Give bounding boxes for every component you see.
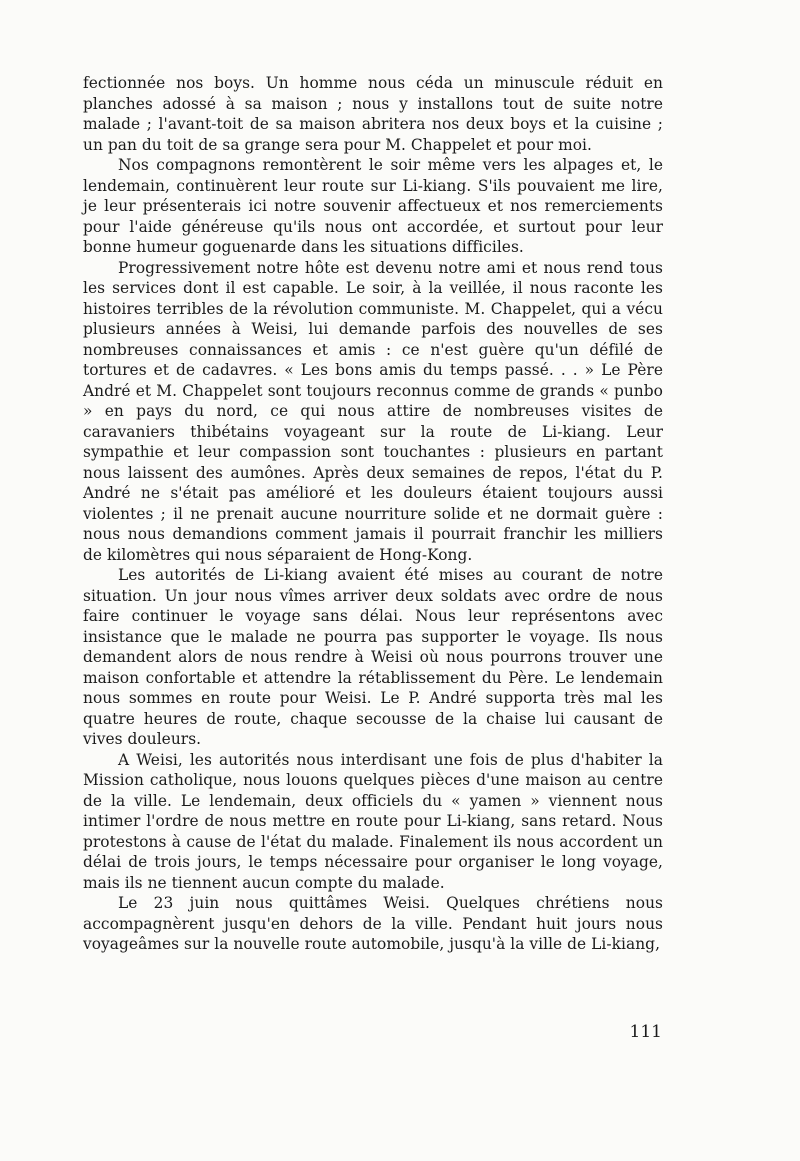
body-text <box>83 73 663 955</box>
paragraph-weisi: A Weisi, les autorités nous interdisant une fois de plus d'habiter la Mission catholique, nous louons quelques pièces d'une maison au centre de la ville. Le lendemain, deux officiels du « yamen » viennent nous intimer l'ordre de nous mettre en route pour Li-kiang, sans retard. Nous protestons à cause de l'état du malade. Finalement ils nous accordent un délai de trois jours, le temps nécessaire pour organiser le long voyage, mais ils ne tiennent aucun compte du malade. <box>83 750 663 892</box>
paragraph-departure: Le 23 juin nous quittâmes Weisi. Quelques chrétiens nous accompagnèrent jusqu'en dehors de la ville. Pendant huit jours nous voyageâmes sur la nouvelle route automobile, jusqu'à la ville de Li-kiang, <box>83 894 663 953</box>
paragraph-host: Progressivement notre hôte est devenu notre ami et nous rend tous les services dont il est capable. Le soir, à la veillée, il nous raconte les histoires terribles de la révolution communiste. M. Chappelet, qui a vécu plusieurs années à Weisi, lui demande parfois des nouvelles de ses nombreuses connaissances et amis : ce n'est guère qu'un défilé de tortures et de cadavres. « Les bons amis du temps passé. . . » Le Père André et M. Chappelet sont toujours reconnus comme de grands « punbo » en pays du nord, ce qui nous attire de nombreuses visites de caravaniers thibétains voyageant sur la route de Li-kiang. Leur sympathie et leur compassion sont touchantes : plusieurs en partant nous laissent des aumônes. Après deux semaines de repos, l'état du P. André ne s'était pas amélioré et les douleurs étaient toujours aussi violentes ; il ne prenait aucune nourriture solide et ne dormait guère : nous nous demandions comment jamais il pourrait franchir les milliers de kilomètres qui nous séparaient de Hong-Kong. <box>83 258 663 564</box>
paragraph-companions: Nos compagnons remontèrent le soir même vers les alpages et, le lendemain, continuèrent leur route sur Li-kiang. S'ils pouvaient me lire, je leur présenterais ici notre souvenir affectueux et nos remerciements pour l'aide généreuse qu'ils nous ont accordée, et surtout pour leur bonne humeur goguenarde dans les situations difficiles. <box>83 156 663 256</box>
paragraph-continuation: fectionnée nos boys. Un homme nous céda un minuscule réduit en planches adossé à sa maison ; nous y installons tout de suite notre malade ; l'avant-toit de sa maison abritera nos deux boys et la cuisine ; un pan du toit de sa grange sera pour M. Chappelet et pour moi. <box>83 74 663 154</box>
page-number: 111 <box>629 1022 662 1042</box>
paragraph-authorities: Les autorités de Li-kiang avaient été mises au courant de notre situation. Un jour nous vîmes arriver deux soldats avec ordre de nous faire continuer le voyage sans délai. Nous leur représentons avec insistance que le malade ne pourra pas supporter le voyage. Ils nous demandent alors de nous rendre à Weisi où nous pourrons trouver une maison confortable et attendre la rétablissement du Père. Le lendemain nous sommes en route pour Weisi. Le P. André supporta très mal les quatre heures de route, chaque secousse de la chaise lui causant de vives douleurs. <box>83 566 663 748</box>
